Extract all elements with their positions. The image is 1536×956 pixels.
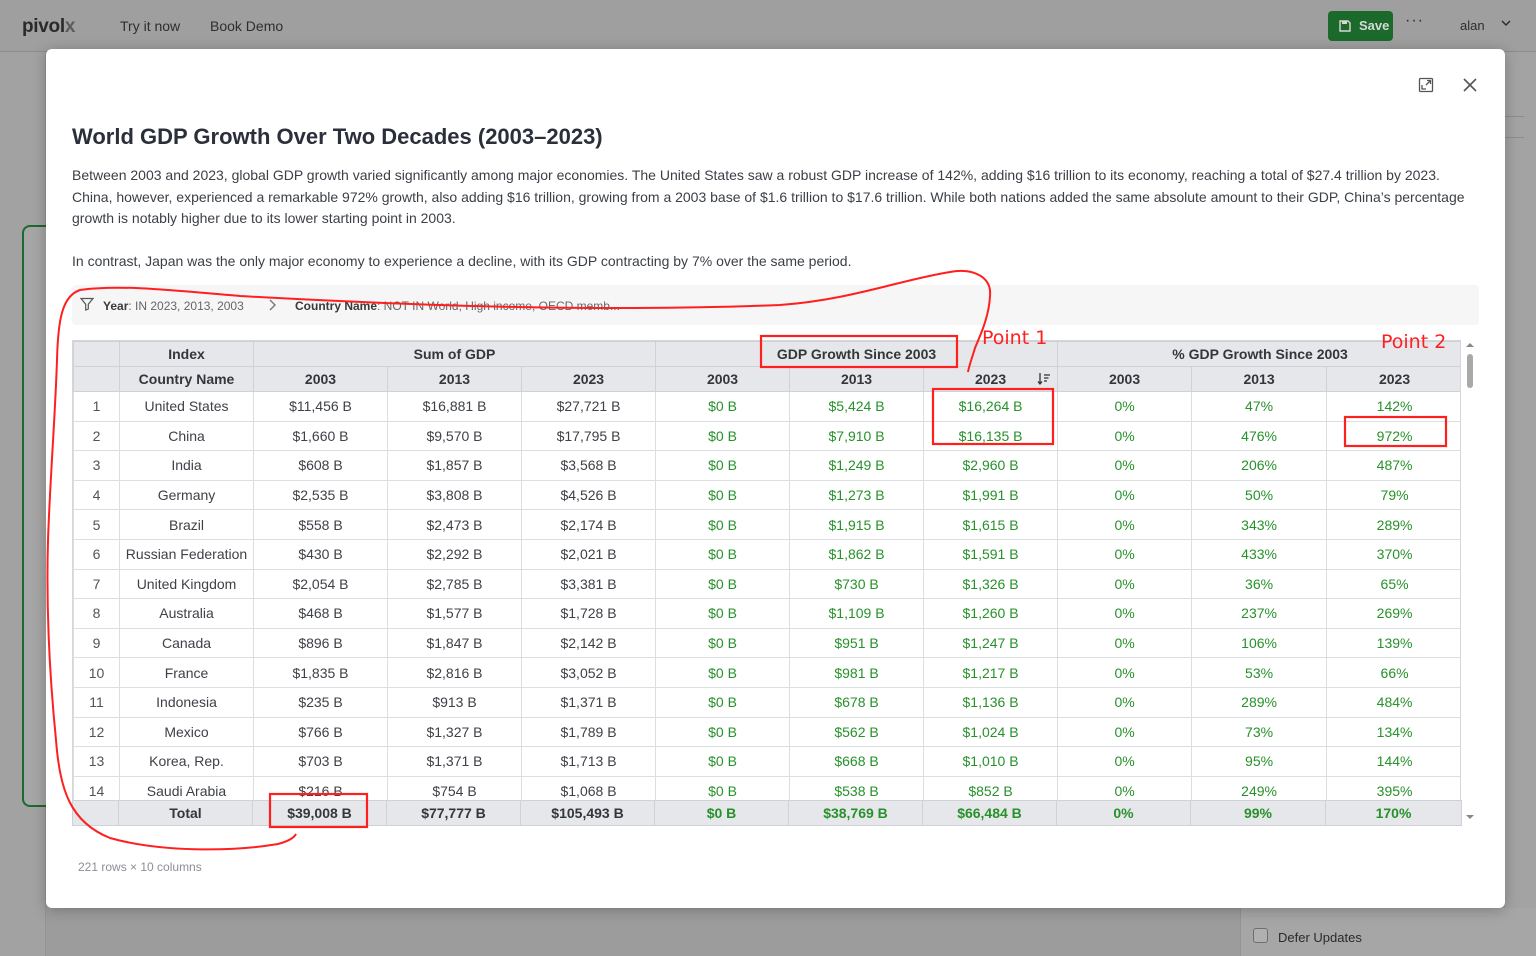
close-icon[interactable]	[1462, 77, 1478, 93]
country-name-cell: Indonesia	[120, 687, 254, 717]
column-header-sum-2013[interactable]: 2013	[388, 367, 522, 392]
column-header-sum-2003[interactable]: 2003	[254, 367, 388, 392]
total-value-cell: 170%	[1326, 801, 1462, 826]
row-index-cell: 11	[74, 687, 120, 717]
value-cell: 289%	[1327, 510, 1461, 540]
value-cell: $4,526 B	[522, 480, 656, 510]
value-cell: $2,816 B	[388, 658, 522, 688]
filter-bar	[72, 285, 1479, 325]
total-value-cell: $105,493 B	[521, 801, 655, 826]
value-cell: $27,721 B	[522, 392, 656, 422]
value-cell: 47%	[1192, 392, 1327, 422]
table-row[interactable]	[74, 717, 1462, 747]
value-cell: $913 B	[388, 687, 522, 717]
row-index-cell: 14	[74, 776, 120, 806]
country-name-cell: Russian Federation	[120, 539, 254, 569]
value-cell: 0%	[1058, 628, 1192, 658]
total-value-cell: $66,484 B	[923, 801, 1057, 826]
value-cell: $2,960 B	[924, 451, 1058, 481]
value-cell: 53%	[1192, 658, 1327, 688]
value-cell: $1,010 B	[924, 747, 1058, 777]
chart-modal	[46, 49, 1505, 908]
value-cell: 134%	[1327, 717, 1461, 747]
value-cell: $766 B	[254, 717, 388, 747]
row-index-cell: 8	[74, 599, 120, 629]
value-cell: $1,835 B	[254, 658, 388, 688]
value-cell: $1,713 B	[522, 747, 656, 777]
value-cell: $1,326 B	[924, 569, 1058, 599]
value-cell: 343%	[1192, 510, 1327, 540]
value-cell: $703 B	[254, 747, 388, 777]
defer-updates-checkbox[interactable]	[1253, 928, 1268, 943]
row-index-cell: 9	[74, 628, 120, 658]
country-name-cell: Saudi Arabia	[120, 776, 254, 806]
country-name-cell: Canada	[120, 628, 254, 658]
column-header-sum-2023[interactable]: 2023	[522, 367, 656, 392]
value-cell: $0 B	[656, 628, 790, 658]
value-cell: 36%	[1192, 569, 1327, 599]
modal-title: World GDP Growth Over Two Decades (2003–2023)	[72, 124, 603, 149]
country-name-cell: Germany	[120, 480, 254, 510]
expand-icon[interactable]	[1418, 77, 1434, 93]
save-button[interactable]	[1328, 11, 1393, 41]
value-cell: 0%	[1058, 539, 1192, 569]
value-cell: $468 B	[254, 599, 388, 629]
country-name-cell: United Kingdom	[120, 569, 254, 599]
value-cell: 0%	[1058, 510, 1192, 540]
value-cell: $0 B	[656, 539, 790, 569]
value-cell: $16,264 B	[924, 392, 1058, 422]
value-cell: 0%	[1058, 392, 1192, 422]
column-header-row	[74, 367, 1462, 392]
table-row[interactable]	[74, 451, 1462, 481]
value-cell: $1,217 B	[924, 658, 1058, 688]
value-cell: 95%	[1192, 747, 1327, 777]
value-cell: 484%	[1327, 687, 1461, 717]
row-index-cell: 2	[74, 421, 120, 451]
value-cell: 370%	[1327, 539, 1461, 569]
sum-gdp-group-header[interactable]: Sum of GDP	[254, 342, 656, 367]
column-header-growth-2023[interactable]: 2023	[924, 367, 1058, 392]
total-value-cell: $38,769 B	[789, 801, 923, 826]
total-row	[72, 800, 1461, 825]
row-index-cell: 7	[74, 569, 120, 599]
value-cell: $754 B	[388, 776, 522, 806]
table-row[interactable]	[74, 392, 1462, 422]
defer-updates-label: Defer Updates	[1278, 930, 1362, 945]
country-name-cell: Korea, Rep.	[120, 747, 254, 777]
value-cell: $7,910 B	[790, 421, 924, 451]
value-cell: $3,568 B	[522, 451, 656, 481]
value-cell: 144%	[1327, 747, 1461, 777]
value-cell: $3,808 B	[388, 480, 522, 510]
value-cell: 433%	[1192, 539, 1327, 569]
value-cell: $1,068 B	[522, 776, 656, 806]
value-cell: 139%	[1327, 628, 1461, 658]
value-cell: $1,915 B	[790, 510, 924, 540]
column-header-pct-2013[interactable]: 2013	[1192, 367, 1327, 392]
value-cell: $1,371 B	[388, 747, 522, 777]
row-index-cell: 10	[74, 658, 120, 688]
value-cell: $1,591 B	[924, 539, 1058, 569]
nav-book-demo[interactable]: Book Demo	[210, 18, 284, 34]
table-body	[74, 392, 1462, 806]
value-cell: 73%	[1192, 717, 1327, 747]
scroll-up-icon[interactable]	[1465, 341, 1475, 349]
value-cell: 0%	[1058, 776, 1192, 806]
annotation-point1-label: Point 1	[982, 327, 1048, 349]
value-cell: $3,052 B	[522, 658, 656, 688]
top-bar	[0, 0, 1536, 52]
value-cell: 65%	[1327, 569, 1461, 599]
value-cell: 0%	[1058, 747, 1192, 777]
table-scrollbar[interactable]	[1465, 341, 1475, 825]
country-name-cell: China	[120, 421, 254, 451]
value-cell: $2,021 B	[522, 539, 656, 569]
value-cell: 237%	[1192, 599, 1327, 629]
gdp-growth-group-header[interactable]: GDP Growth Since 2003	[656, 342, 1058, 367]
save-label: Save	[1359, 18, 1390, 33]
value-cell: $0 B	[656, 392, 790, 422]
value-cell: 269%	[1327, 599, 1461, 629]
chevron-right-icon	[268, 298, 278, 312]
table-row[interactable]	[74, 480, 1462, 510]
table-row[interactable]	[74, 421, 1462, 451]
value-cell: 0%	[1058, 687, 1192, 717]
value-cell: $1,577 B	[388, 599, 522, 629]
value-cell: $0 B	[656, 687, 790, 717]
save-icon	[1339, 20, 1351, 32]
value-cell: $951 B	[790, 628, 924, 658]
country-name-cell: France	[120, 658, 254, 688]
table-row[interactable]	[74, 599, 1462, 629]
value-cell: $2,535 B	[254, 480, 388, 510]
value-cell: 206%	[1192, 451, 1327, 481]
country-name-cell: United States	[120, 392, 254, 422]
index-group-header: Index	[120, 342, 254, 367]
value-cell: $1,847 B	[388, 628, 522, 658]
value-cell: $0 B	[656, 421, 790, 451]
value-cell: 50%	[1192, 480, 1327, 510]
value-cell: $1,327 B	[388, 717, 522, 747]
value-cell: $1,249 B	[790, 451, 924, 481]
value-cell: $1,109 B	[790, 599, 924, 629]
user-menu[interactable]: alan	[1460, 18, 1485, 33]
value-cell: $558 B	[254, 510, 388, 540]
value-cell: $1,247 B	[924, 628, 1058, 658]
country-name-cell: Mexico	[120, 717, 254, 747]
column-header-pct-2003[interactable]: 2003	[1058, 367, 1192, 392]
annotation-point2-label: Point 2	[1381, 331, 1447, 353]
total-value-cell	[73, 801, 119, 826]
table-row[interactable]	[74, 658, 1462, 688]
table-row[interactable]	[74, 687, 1462, 717]
value-cell: $0 B	[656, 658, 790, 688]
value-cell: $852 B	[924, 776, 1058, 806]
value-cell: $11,456 B	[254, 392, 388, 422]
country-name-cell: Australia	[120, 599, 254, 629]
value-cell: $16,135 B	[924, 421, 1058, 451]
value-cell: $2,292 B	[388, 539, 522, 569]
table-row[interactable]	[74, 539, 1462, 569]
value-cell: $1,728 B	[522, 599, 656, 629]
value-cell: $0 B	[656, 717, 790, 747]
background-right-panel	[1505, 52, 1536, 956]
value-cell: $678 B	[790, 687, 924, 717]
row-index-cell: 6	[74, 539, 120, 569]
value-cell: $608 B	[254, 451, 388, 481]
total-value-cell: $0 B	[655, 801, 789, 826]
value-cell: 0%	[1058, 480, 1192, 510]
value-cell: $1,371 B	[522, 687, 656, 717]
logo[interactable]: pivolx	[22, 16, 76, 37]
value-cell: $0 B	[656, 480, 790, 510]
pct-growth-group-header[interactable]: % GDP Growth Since 2003	[1058, 342, 1461, 367]
table-row[interactable]	[74, 510, 1462, 540]
table-row[interactable]	[74, 628, 1462, 658]
column-header-pct-2023[interactable]: 2023	[1327, 367, 1461, 392]
value-cell: $1,789 B	[522, 717, 656, 747]
value-cell: $0 B	[656, 599, 790, 629]
value-cell: 0%	[1058, 717, 1192, 747]
country-name-cell: Brazil	[120, 510, 254, 540]
total-value-cell: 99%	[1191, 801, 1326, 826]
value-cell: 972%	[1327, 421, 1461, 451]
summary-paragraph: Between 2003 and 2023, global GDP growth varied significantly among major economies. The United States saw a robust GDP increase of 142%, adding $16 trillion to its economy, reaching a total of $27.4 trillion by 2023. China, however, experienced a remarkable 972% growth, also adding $16 trillion, growing from a 2003 base of $1.6 trillion to $17.6 trillion. While both nations added the same absolute amount to their GDP, China’s percentage growth is notably higher due to its lower starting point in 2003.	[72, 167, 1465, 226]
value-cell: $2,473 B	[388, 510, 522, 540]
value-cell: $668 B	[790, 747, 924, 777]
value-cell: 79%	[1327, 480, 1461, 510]
value-cell: $896 B	[254, 628, 388, 658]
value-cell: $1,024 B	[924, 717, 1058, 747]
total-value-cell: $77,777 B	[387, 801, 521, 826]
row-index-cell: 4	[74, 480, 120, 510]
value-cell: 289%	[1192, 687, 1327, 717]
value-cell: $1,991 B	[924, 480, 1058, 510]
value-cell: 0%	[1058, 569, 1192, 599]
value-cell: $2,054 B	[254, 569, 388, 599]
value-cell: 0%	[1058, 421, 1192, 451]
value-cell: $430 B	[254, 539, 388, 569]
value-cell: 487%	[1327, 451, 1461, 481]
total-value-cell: 0%	[1057, 801, 1191, 826]
table-row[interactable]	[74, 569, 1462, 599]
value-cell: $235 B	[254, 687, 388, 717]
filter-icon[interactable]	[80, 297, 94, 311]
value-cell: $5,424 B	[790, 392, 924, 422]
value-cell: $1,615 B	[924, 510, 1058, 540]
value-cell: 0%	[1058, 658, 1192, 688]
filter-chip-year[interactable]: Year: IN 2023, 2013, 2003	[103, 299, 244, 313]
value-cell: $216 B	[254, 776, 388, 806]
value-cell: $0 B	[656, 451, 790, 481]
value-cell: $2,142 B	[522, 628, 656, 658]
row-index-cell: 13	[74, 747, 120, 777]
row-index-cell: 3	[74, 451, 120, 481]
value-cell: $730 B	[790, 569, 924, 599]
value-cell: $981 B	[790, 658, 924, 688]
more-options-button[interactable]: ···	[1405, 12, 1424, 29]
value-cell: $2,785 B	[388, 569, 522, 599]
nav-try-it-now[interactable]: Try it now	[120, 18, 181, 34]
value-cell: 249%	[1192, 776, 1327, 806]
value-cell: $0 B	[656, 510, 790, 540]
sort-descending-icon[interactable]	[1037, 372, 1051, 386]
country-name-cell: India	[120, 451, 254, 481]
value-cell: $0 B	[656, 747, 790, 777]
table-row[interactable]	[74, 747, 1462, 777]
value-cell: $3,381 B	[522, 569, 656, 599]
value-cell: 142%	[1327, 392, 1461, 422]
filter-chip-country[interactable]: Country Name: NOT IN World, High income, OECD memb...	[295, 299, 620, 313]
value-cell: 395%	[1327, 776, 1461, 806]
value-cell: $1,136 B	[924, 687, 1058, 717]
value-cell: $538 B	[790, 776, 924, 806]
value-cell: $1,857 B	[388, 451, 522, 481]
row-index-cell: 12	[74, 717, 120, 747]
group-header-row	[74, 342, 1462, 367]
corner-cell	[74, 367, 120, 392]
row-column-count: 221 rows × 10 columns	[78, 860, 202, 874]
value-cell: $0 B	[656, 569, 790, 599]
column-header-country[interactable]: Country Name	[120, 367, 254, 392]
total-label-cell: Total	[119, 801, 253, 826]
value-cell: 0%	[1058, 451, 1192, 481]
value-cell: 66%	[1327, 658, 1461, 688]
value-cell: $0 B	[656, 776, 790, 806]
value-cell: $1,862 B	[790, 539, 924, 569]
value-cell: $2,174 B	[522, 510, 656, 540]
chevron-down-icon[interactable]	[1500, 17, 1512, 29]
value-cell: 476%	[1192, 421, 1327, 451]
scroll-thumb[interactable]	[1467, 354, 1473, 388]
value-cell: 106%	[1192, 628, 1327, 658]
value-cell: 0%	[1058, 599, 1192, 629]
value-cell: $562 B	[790, 717, 924, 747]
scroll-down-icon[interactable]	[1465, 813, 1475, 821]
value-cell: $9,570 B	[388, 421, 522, 451]
column-header-growth-2003[interactable]: 2003	[656, 367, 790, 392]
value-cell: $1,660 B	[254, 421, 388, 451]
row-index-cell: 5	[74, 510, 120, 540]
summary-paragraph-2: In contrast, Japan was the only major economy to experience a decline, with its GDP contracting by 7% over the same period.	[72, 253, 852, 269]
value-cell: $17,795 B	[522, 421, 656, 451]
row-index-cell: 1	[74, 392, 120, 422]
value-cell: $1,260 B	[924, 599, 1058, 629]
value-cell: $1,273 B	[790, 480, 924, 510]
column-header-growth-2013[interactable]: 2013	[790, 367, 924, 392]
pivot-table[interactable]	[72, 340, 1461, 825]
value-cell: $16,881 B	[388, 392, 522, 422]
total-value-cell: $39,008 B	[253, 801, 387, 826]
corner-cell	[74, 342, 120, 367]
